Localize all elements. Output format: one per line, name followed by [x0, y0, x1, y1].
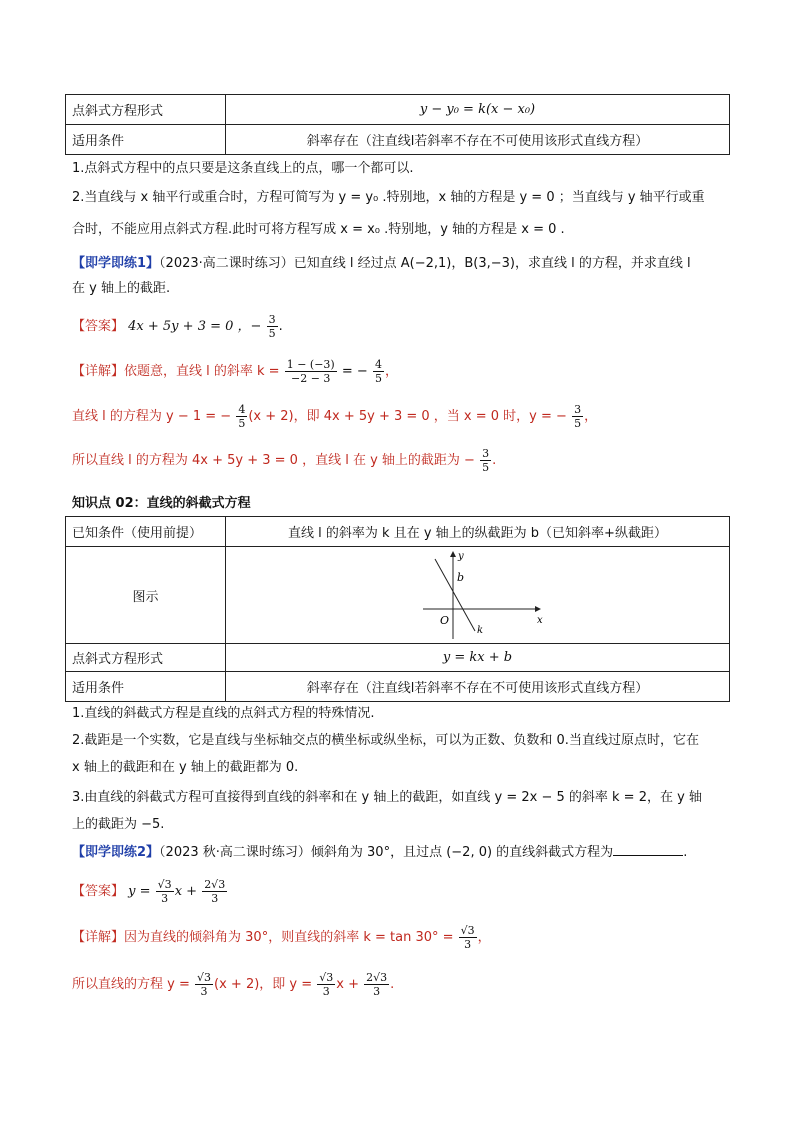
exercise-tag: 【即学即练2】: [72, 845, 160, 860]
answer-blank: [613, 843, 683, 856]
exercise-tag: 【即学即练1】: [72, 256, 160, 271]
note-line: 3.由直线的斜截式方程可直接得到直线的斜率和在 y 轴上的截距，如直线 y = 2x − 5 的斜率 k = 2，在 y 轴: [72, 790, 702, 805]
fraction: $\frac{2√3}{3}$: [204, 878, 226, 905]
table-cell-label: 已知条件（使用前提）: [66, 517, 226, 547]
note-line: x 轴上的截距和在 y 轴上的截距都为 0.: [72, 760, 299, 775]
answer-tag: 【答案】: [72, 319, 125, 334]
fraction: $\frac{2√3}{3}$: [366, 971, 388, 998]
note-line: 2.当直线与 x 轴平行或重合时，方程可简写为 y = y₀ .特别地，x 轴的方程是 y = 0 ；当直线与 y 轴平行或重: [72, 190, 705, 205]
exercise-1-detail-3: 所以直线 l 的方程为 4x + 5y + 3 = 0 ，直线 l 在 y 轴上的截距为 − $\frac{3}{5}$ .: [72, 447, 497, 474]
exercise-text: （2023 秋·高二课时练习）倾斜角为 30°，且过点 (−2, 0) 的直线斜截式方程为: [159, 845, 614, 860]
fraction: $\frac{√3}{3}$: [157, 878, 172, 905]
exercise-2-detail-2: 所以直线的方程 y = $\frac{√3}{3}$ (x + 2)，即 y = $\frac{√3}{3}$ x + $\frac{2√3}{3}$ .: [72, 971, 395, 998]
exercise-1-question: [72, 254, 732, 274]
note-line: 上的截距为 −5.: [72, 817, 165, 832]
exercise-2-answer: 【答案】 y = $\frac{√3}{3}$ x + $\frac{2√3}{3}$: [72, 878, 226, 905]
slope-intercept-table: [65, 516, 730, 702]
exercise-2-question: 【即学即练2】（2023 秋·高二课时练习）倾斜角为 30°，且过点 (−2, 0) 的直线斜截式方程为 .: [72, 845, 688, 860]
slope-label: k: [476, 625, 483, 636]
x-axis-label: x: [536, 615, 543, 626]
slope-intercept-formula: y = kx + b: [226, 644, 730, 672]
table-cell-value: 斜率存在（注直线l若斜率不存在不可使用该形式直线方程）: [226, 125, 730, 155]
point-slope-table: [65, 94, 730, 155]
detail-tag: 【详解】: [72, 364, 125, 379]
table-cell-value: 斜率存在（注直线l若斜率不存在不可使用该形式直线方程）: [226, 672, 730, 702]
point-slope-formula: y − y₀ = k(x − x₀): [226, 95, 730, 125]
table-cell-value: 直线 l 的斜率为 k 且在 y 轴上的纵截距为 b（已知斜率+纵截距）: [226, 517, 730, 547]
answer-text: 4x + 5y + 3 = 0 ，−: [128, 319, 262, 334]
fraction: $\frac{√3}{3}$: [460, 924, 475, 951]
table-cell-label: 适用条件: [66, 125, 226, 155]
note-line: 2.截距是一个实数，它是直线与坐标轴交点的横坐标或纵坐标，可以为正数、负数和 0.当直线过原点时，它在: [72, 733, 699, 748]
fraction: $\frac{√3}{3}$: [197, 971, 212, 998]
fraction: $\frac{√3}{3}$: [319, 971, 334, 998]
fraction: $\frac{3}{5}$: [574, 403, 582, 430]
line-graph-figure: [413, 549, 543, 641]
fraction: $\frac{3}{5}$: [482, 447, 490, 474]
fraction: $\frac{4}{5}$: [238, 403, 246, 430]
origin-label: O: [439, 614, 449, 627]
figure-cell: [226, 547, 730, 644]
note-line: 1.直线的斜截式方程是直线的点斜式方程的特殊情况.: [72, 706, 375, 721]
exercise-1-answer: 【答案】 4x + 5y + 3 = 0 ，− $\frac{3}{5}$ .: [72, 313, 283, 340]
exercise-text: （2023·高二课时练习）已知直线 l 经过点 A(−2,1)，B(3,−3)，求直线 l 的方程，并求直线 l: [159, 256, 691, 271]
fraction: $\frac{1 - (-3)}{-2 - 3}$: [286, 358, 335, 385]
table-cell-label: 点斜式方程形式: [66, 95, 226, 125]
table-cell-label: 适用条件: [66, 672, 226, 702]
table-cell-label: 点斜式方程形式: [66, 644, 226, 672]
intercept-label: b: [456, 571, 464, 584]
fraction: $\frac{4}{5}$: [374, 358, 382, 385]
exercise-1-detail-2: 直线 l 的方程为 y − 1 = − $\frac{4}{5}$ (x + 2)，即 4x + 5y + 3 = 0 ，当 x = 0 时，y = − $\frac{3}{5}$ ，: [72, 403, 598, 430]
section-heading: 知识点 02：直线的斜截式方程: [72, 496, 251, 511]
note-line: 1.点斜式方程中的点只要是这条直线上的点，哪一个都可以.: [72, 161, 414, 176]
exercise-2-detail-1: 【详解】因为直线的倾斜角为 30°，则直线的斜率 k = tan 30° = $\frac{√3}{3}$ ，: [72, 924, 491, 951]
table-cell-label: 图示: [66, 547, 226, 644]
fraction: $\frac{3}{5}$: [268, 313, 276, 340]
note-line: 合时，不能应用点斜式方程.此时可将方程写成 x = x₀ .特别地，y 轴的方程是 x = 0 .: [72, 222, 565, 237]
y-axis-label: y: [457, 551, 464, 562]
exercise-1-detail-1: 【详解】依题意，直线 l 的斜率 k = $\frac{1 - (-3)}{-2 - 3}$ = − $\frac{4}{5}$ ，: [72, 358, 398, 385]
answer-tag: 【答案】: [72, 884, 125, 899]
detail-tag: 【详解】: [72, 930, 125, 945]
exercise-1-question-cont: 在 y 轴上的截距.: [72, 281, 171, 296]
